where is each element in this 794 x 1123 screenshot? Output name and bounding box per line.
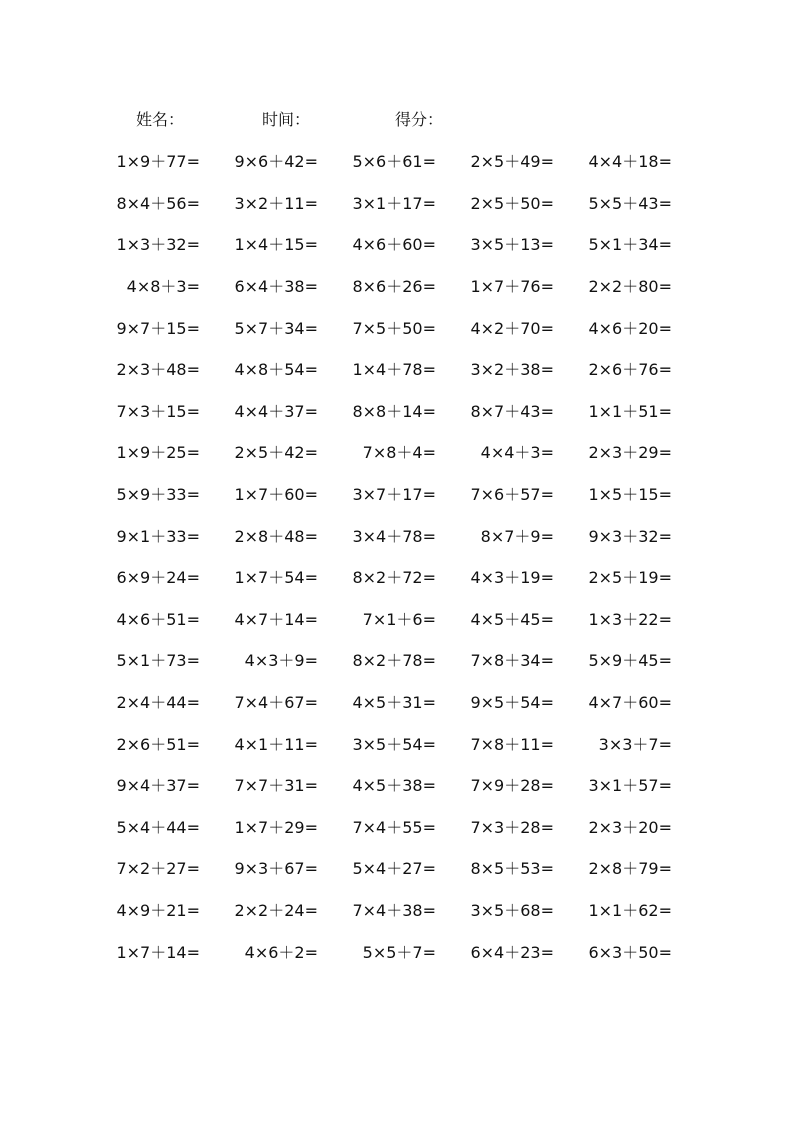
math-problem: 7×5＋50=	[352, 318, 436, 338]
math-problem: 4×7＋60=	[588, 693, 672, 713]
score-label: 得分：	[395, 110, 444, 129]
math-problem: 9×7＋15=	[116, 318, 200, 338]
problem-row	[110, 265, 700, 307]
math-problem: 9×5＋54=	[470, 693, 554, 713]
math-problem: 2×3＋20=	[588, 817, 672, 837]
math-problem: 2×5＋19=	[588, 568, 672, 588]
math-problem: 4×7＋14=	[234, 609, 318, 629]
math-problem: 6×4＋23=	[470, 942, 554, 962]
math-problem: 7×7＋31=	[234, 776, 318, 796]
math-problem: 1×1＋51=	[588, 401, 672, 421]
math-problem: 4×6＋20=	[588, 318, 672, 338]
math-problem: 2×6＋76=	[588, 360, 672, 380]
math-problem: 7×4＋38=	[352, 900, 436, 920]
problem-row	[110, 473, 700, 515]
math-problem: 7×8＋34=	[470, 651, 554, 671]
math-problem: 1×7＋29=	[234, 817, 318, 837]
problem-row	[110, 223, 700, 265]
math-problem: 1×3＋22=	[588, 609, 672, 629]
math-problem: 5×9＋45=	[588, 651, 672, 671]
math-problem: 1×4＋15=	[234, 235, 318, 255]
math-problem: 3×1＋17=	[352, 193, 436, 213]
math-problem: 7×3＋28=	[470, 817, 554, 837]
math-problem: 7×8＋4=	[362, 443, 436, 463]
problem-row	[110, 182, 700, 224]
math-problem: 1×9＋25=	[116, 443, 200, 463]
math-problem: 5×7＋34=	[234, 318, 318, 338]
math-problem: 1×1＋62=	[588, 900, 672, 920]
math-problem: 8×7＋43=	[470, 401, 554, 421]
problem-row	[110, 306, 700, 348]
problem-row	[110, 764, 700, 806]
math-problem: 5×1＋73=	[116, 651, 200, 671]
problem-row	[110, 598, 700, 640]
math-problem: 2×5＋50=	[470, 193, 554, 213]
math-problem: 3×3＋7=	[598, 734, 672, 754]
math-problem: 7×1＋6=	[362, 609, 436, 629]
math-problem: 9×6＋42=	[234, 152, 318, 172]
math-problem: 3×2＋11=	[234, 193, 318, 213]
math-problem: 3×5＋68=	[470, 900, 554, 920]
math-problem: 2×6＋51=	[116, 734, 200, 754]
math-problem: 7×6＋57=	[470, 485, 554, 505]
math-problem: 8×5＋53=	[470, 859, 554, 879]
math-problem: 9×3＋32=	[588, 526, 672, 546]
problem-row	[110, 639, 700, 681]
problem-row	[110, 556, 700, 598]
math-problem: 9×4＋37=	[116, 776, 200, 796]
problem-row	[110, 806, 700, 848]
math-problem: 5×5＋7=	[362, 942, 436, 962]
math-problem: 7×9＋28=	[470, 776, 554, 796]
math-problem: 4×4＋18=	[588, 152, 672, 172]
math-problem: 3×5＋13=	[470, 235, 554, 255]
math-problem: 6×4＋38=	[234, 277, 318, 297]
math-problem: 2×4＋44=	[116, 693, 200, 713]
math-problem: 3×4＋78=	[352, 526, 436, 546]
math-problem: 1×7＋54=	[234, 568, 318, 588]
math-problem: 8×2＋78=	[352, 651, 436, 671]
math-problem: 1×9＋77=	[116, 152, 200, 172]
math-problem: 4×6＋51=	[116, 609, 200, 629]
math-problem: 1×4＋78=	[352, 360, 436, 380]
math-problem: 7×2＋27=	[116, 859, 200, 879]
math-problem: 7×3＋15=	[116, 401, 200, 421]
math-problem: 4×3＋19=	[470, 568, 554, 588]
problem-row	[110, 348, 700, 390]
problem-grid	[110, 140, 700, 972]
math-problem: 9×3＋67=	[234, 859, 318, 879]
math-problem: 3×1＋57=	[588, 776, 672, 796]
math-problem: 1×3＋32=	[116, 235, 200, 255]
problem-row	[110, 722, 700, 764]
math-problem: 4×2＋70=	[470, 318, 554, 338]
problem-row	[110, 681, 700, 723]
math-problem: 3×7＋17=	[352, 485, 436, 505]
math-problem: 7×8＋11=	[470, 734, 554, 754]
problem-row	[110, 930, 700, 972]
math-problem: 3×2＋38=	[470, 360, 554, 380]
time-label: 时间：	[262, 110, 311, 129]
math-problem: 2×5＋49=	[470, 152, 554, 172]
math-problem: 8×8＋14=	[352, 401, 436, 421]
math-problem: 1×7＋60=	[234, 485, 318, 505]
math-problem: 4×5＋31=	[352, 693, 436, 713]
math-problem: 7×4＋55=	[352, 817, 436, 837]
math-problem: 4×9＋21=	[116, 900, 200, 920]
math-problem: 2×2＋24=	[234, 900, 318, 920]
math-problem: 4×8＋3=	[126, 277, 200, 297]
math-problem: 8×6＋26=	[352, 277, 436, 297]
math-problem: 8×2＋72=	[352, 568, 436, 588]
problem-row	[110, 390, 700, 432]
math-problem: 1×5＋15=	[588, 485, 672, 505]
math-problem: 6×3＋50=	[588, 942, 672, 962]
math-problem: 5×5＋43=	[588, 193, 672, 213]
math-problem: 5×9＋33=	[116, 485, 200, 505]
math-problem: 8×4＋56=	[116, 193, 200, 213]
math-problem: 7×4＋67=	[234, 693, 318, 713]
math-problem: 1×7＋76=	[470, 277, 554, 297]
math-problem: 5×1＋34=	[588, 235, 672, 255]
math-problem: 1×7＋14=	[116, 942, 200, 962]
math-problem: 5×6＋61=	[352, 152, 436, 172]
math-problem: 4×8＋54=	[234, 360, 318, 380]
math-problem: 4×5＋38=	[352, 776, 436, 796]
math-problem: 3×5＋54=	[352, 734, 436, 754]
math-problem: 5×4＋27=	[352, 859, 436, 879]
math-problem: 9×1＋33=	[116, 526, 200, 546]
math-problem: 4×4＋3=	[480, 443, 554, 463]
problem-row	[110, 431, 700, 473]
math-problem: 4×5＋45=	[470, 609, 554, 629]
math-problem: 4×6＋60=	[352, 235, 436, 255]
math-problem: 4×4＋37=	[234, 401, 318, 421]
math-problem: 4×3＋9=	[244, 651, 318, 671]
math-problem: 6×9＋24=	[116, 568, 200, 588]
math-problem: 2×3＋29=	[588, 443, 672, 463]
problem-row	[110, 514, 700, 556]
math-problem: 2×3＋48=	[116, 360, 200, 380]
math-problem: 4×1＋11=	[234, 734, 318, 754]
math-problem: 4×6＋2=	[244, 942, 318, 962]
math-problem: 2×2＋80=	[588, 277, 672, 297]
math-problem: 2×8＋79=	[588, 859, 672, 879]
name-label: 姓名：	[136, 110, 185, 129]
worksheet-header	[0, 107, 794, 131]
problem-row	[110, 847, 700, 889]
problem-row	[110, 140, 700, 182]
math-problem: 8×7＋9=	[480, 526, 554, 546]
math-problem: 2×8＋48=	[234, 526, 318, 546]
math-problem: 2×5＋42=	[234, 443, 318, 463]
problem-row	[110, 889, 700, 931]
math-problem: 5×4＋44=	[116, 817, 200, 837]
